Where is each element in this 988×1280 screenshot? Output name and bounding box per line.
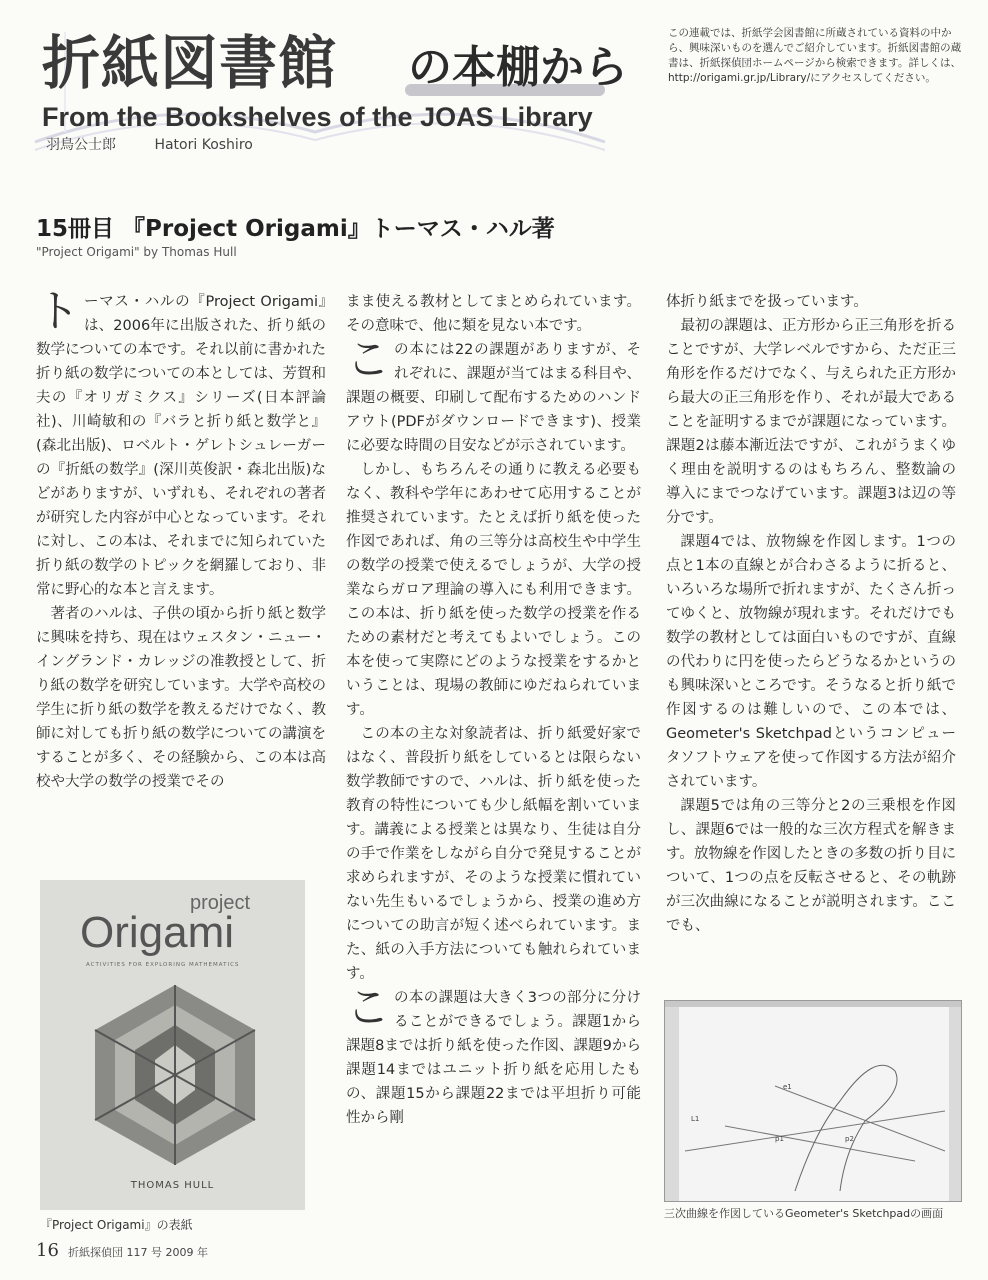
page-number: 16 — [36, 1240, 59, 1261]
paragraph: ト ーマス・ハルの『Project Origami』は、2006年に出版された、折り紙の数学についての本です。それ以前に書かれた折り紙の数学についての本としては、芳賀和夫の『オリガミクス』シリーズ(日本評論社)、川崎敏和の『バラと折り紙と数学と』(森北出版)、ロベルト・ゲレトシュレーガーの『折紙の数学』(深川英俊訳・森北出版)などがありますが、いずれも、それぞれの著者が研究した内容が中心となっています。それに対し、この本は、それまでに知られていた折り紙の数学のトピックを網羅しており、非常に野心的な本と言えます。 — [36, 286, 326, 598]
author-line — [46, 134, 287, 154]
series-title-jp: 折紙図書館 — [42, 29, 338, 97]
paragraph: まま使える教材としてまとめられています。その意味で、他に類を見ない本です。 — [346, 294, 641, 334]
text-column-1 — [36, 286, 326, 794]
author-jp: 羽鳥公士郎 — [46, 137, 116, 153]
author-en: Hatori Koshiro — [154, 137, 253, 153]
article-subheading: "Project Origami" by Thomas Hull — [36, 245, 237, 259]
paragraph: 課題5では角の三等分と2の三乗根を作図し、課題6では一般的な三次方程式を解きます。放物線を作図したときの多数の折り目について、1つの点を反転させると、その軌跡が三次曲線になることが説明されます。ここでも、 — [666, 798, 956, 934]
issue-info: 折紙探偵団 117 号 2009 年 — [68, 1246, 208, 1259]
drop-cap: こ — [346, 982, 390, 1033]
cover-caption: 『Project Origami』の表紙 — [40, 1218, 193, 1232]
paragraph: 課題4では、放物線を作図します。1つの点と1本の直線とが合わさるように折ると、いろいろな場所で折れますが、たくさん折ってゆくと、放物線が現れます。それだけでも数学の教材としては面白いものですが、直線の代わりに円を使ったらどうなるかというのも興味深いところです。そうなると折り紙で作図するのは難しいので、この本では、Geometer's Sketchpadというコンピュータソフトウェアを使って作図する方法が紹介されています。 — [666, 534, 956, 790]
series-title-sub: の本棚から — [408, 42, 628, 93]
paragraph: 最初の課題は、正方形から正三角形を折ることですが、大学レベルですから、ただ正三角形を作るだけでなく、与えられた正方形から最大の正三角形を作り、それが最大であることを証明するまでが課題になっています。課題2は藤本漸近法ですが、これがうまくゆく理由を説明するのはもちろん、整数論の導入にまでつなげています。課題3は辺の等分です。 — [666, 318, 956, 526]
cover-project-text: project — [190, 892, 251, 914]
cover-author: THOMAS HULL — [130, 1180, 215, 1191]
cover-origami-text: Origami — [80, 908, 235, 957]
figure-label: L1 — [691, 1115, 700, 1123]
paragraph: 体折り紙までを扱っています。 — [666, 294, 868, 310]
paragraph: しかし、もちろんその通りに教える必要もなく、教科や学年にあわせて応用することが推奨されています。たとえば折り紙を使った作図であれば、角の三等分は高校生や中学生の数学の授業で使えるでしょうが、大学の授業ならガロア理論の導入にも利用できます。この本は、折り紙を使った数学の授業を作るための素材だと考えてもよいでしょう。この本を使って実際にどのような授業をするかということは、現場の教師にゆだねられています。 — [346, 462, 641, 718]
figure-label: p1 — [775, 1135, 784, 1143]
text-column-2 — [346, 290, 641, 1130]
cover-tagline: ACTIVITIES FOR EXPLORING MATHEMATICS — [86, 962, 240, 968]
figure-caption: 三次曲線を作図しているGeometer's Sketchpadの画面 — [664, 1207, 944, 1220]
drop-cap: こ — [346, 334, 390, 385]
series-title-en: From the Bookshelves of the JOAS Library — [42, 102, 593, 132]
origami-model-illustration — [80, 980, 270, 1170]
series-intro: この連載では、折紙学会図書館に所蔵されている資料の中から、興味深いものを選んでご紹介しています。折紙図書館の蔵書は、折紙探偵団ホームページから検索できます。詳しくは、http://origami.gr.jp/Library/にアクセスしてください。 — [668, 27, 962, 84]
drop-cap: ト — [36, 286, 80, 337]
text-column-3 — [666, 290, 956, 938]
paragraph: この本の課題は大きく3つの部分に分けることができるでしょう。課題1から課題8までは折り紙を使った作図、課題9から課題14まではユニット折り紙を応用したもの、課題15から課題22までは平坦折り可能性から剛 — [346, 982, 641, 1126]
book-cover-image — [40, 880, 305, 1210]
paragraph: この本には22の課題がありますが、それぞれに、課題が当てはまる科目や、課題の概要、印刷して配布するためのハンドアウト(PDFがダウンロードできます)、授業に必要な時間の目安などが示されています。 — [346, 334, 641, 454]
paragraph: この本の主な対象読者は、折り紙愛好家ではなく、普段折り紙をしているとは限らない数学教師ですので、ハルは、折り紙を使った教育の特性についても少し紙幅を割いています。講義による授業とは異なり、生徒は自分の手で作業をしながら自分で発見することが求められますが、そのような授業に慣れていない先生もいるでしょうから、授業の進め方についての助言が短く述べられています。また、紙の入手方法についても触れられています。 — [346, 726, 641, 982]
figure-label: p2 — [845, 1135, 854, 1143]
sketchpad-screenshot — [664, 1000, 962, 1202]
figure-label: e1 — [783, 1083, 792, 1091]
article-heading: 15冊目 『Project Origami』トーマス・ハル著 — [36, 216, 555, 242]
paragraph: 著者のハルは、子供の頃から折り紙と数学に興味を持ち、現在はウェスタン・ニュー・イングランド・カレッジの准教授として、折り紙の数学を研究しています。大学や高校の学生に折り紙の数学を教えるだけでなく、教師に対しても折り紙の数学についての講演をすることが多く、その経験から、この本は高校や大学の数学の授業でその — [36, 606, 326, 790]
